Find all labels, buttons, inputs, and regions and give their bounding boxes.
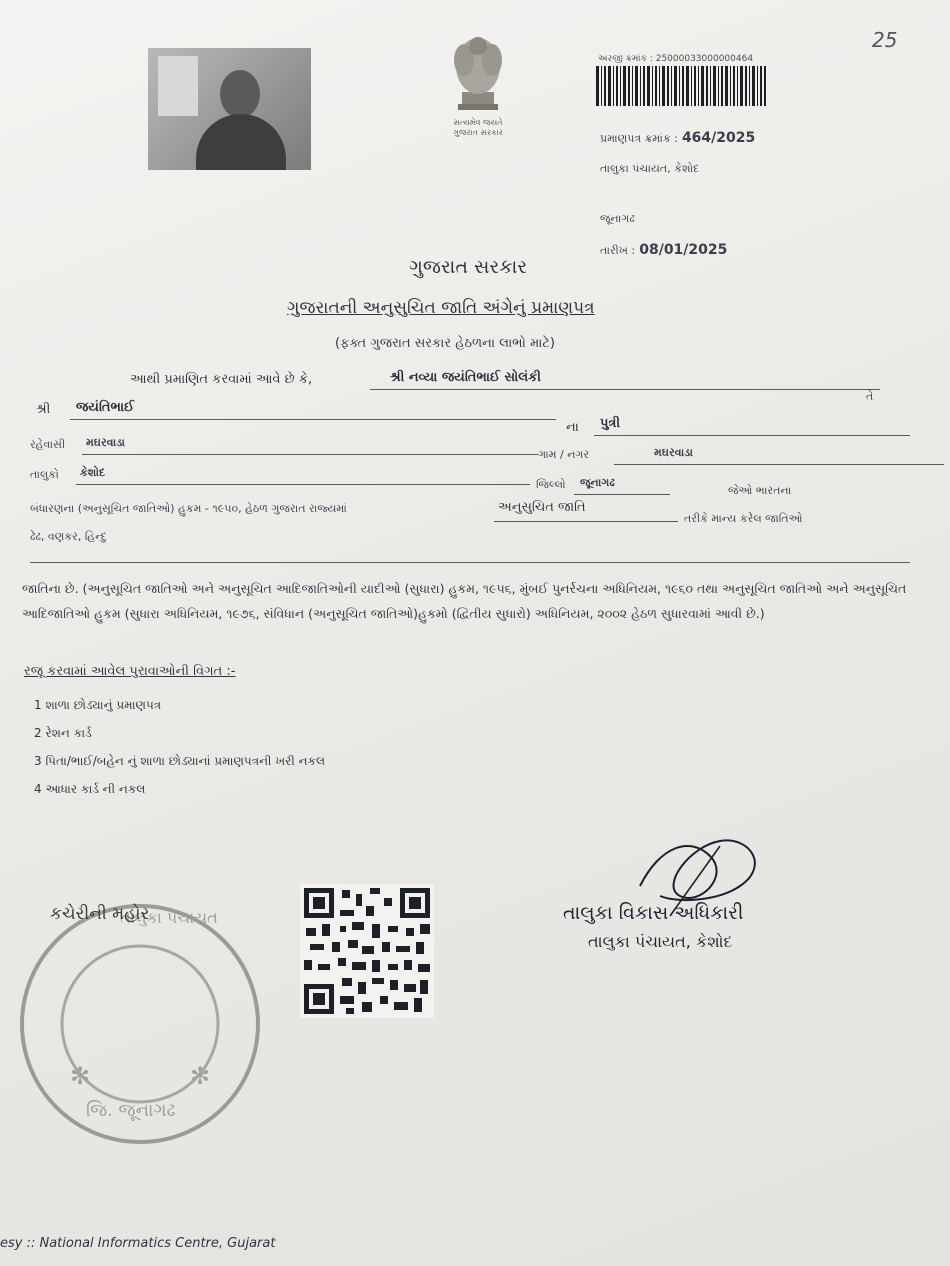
resident-label: રહેવાસી [30,438,66,451]
application-number-label: અરજી ક્રમાંક : [598,54,653,64]
barcode [596,66,766,106]
district-value: જૂનાગઢ [574,476,670,495]
application-number-value: 25000033000000464 [655,54,754,64]
caste-value: ઢેઢ, વણકર, હિન્દુ [30,530,910,563]
government-title: ગુજરાત સરકાર [409,256,528,278]
relation: પુત્રી [594,416,910,436]
issue-date [600,242,727,258]
candidate-name: શ્રી નવ્યા જયંતિભાઈ સોલંકી [370,370,880,390]
order-text: બંધારણના (અનુસૂચિત જાતિઓ) હુકમ - ૧૯૫૦, હેઠળ ગુજરાત રાજ્યમાં [30,502,347,515]
resident-value: મઘરવાડા [82,436,538,455]
certificate-title: ગુજરાતની અનુસુચિત જાતિ અંગેનું પ્રમાણપત્ર [287,298,595,318]
certificate-note: (ફક્ત ગુજરાત સરકાર હેઠળના લાભો માટે) [335,336,555,351]
evidence-item: 4 આધાર કાર્ડ ની નકલ [34,782,146,796]
stamp-text-top: તાલુકા પંચાયત [120,908,218,927]
district-label: જિલ્લો [536,478,566,491]
evidence-heading: રજૂ કરવામાં આવેલ પુરાવાઓની વિગત :- [24,664,236,679]
national-emblem-icon [432,30,524,136]
office-line: તાલુકા પંચાયત, કેશોદ [600,162,700,175]
evidence-item: 2 રેશન કાર્ડ [34,726,92,740]
stamp-text-bottom: જિ. જૂનાગઢ [86,1100,176,1121]
svg-text:✻: ✻ [190,1062,211,1090]
evidence-item: 1 શાળા છોડ્યાનું પ્રમાણપત્ર [34,698,162,712]
issue-date-value: 08/01/2025 [639,242,728,258]
certificate-number-label: પ્રમાણપત્ર ક્રમાંક : [600,132,678,145]
page-number: 25 [872,28,898,52]
shri-prefix: શ્રી [36,402,51,417]
recognised-text: તરીકે માન્ય કરેલ જાતિઓ [684,512,803,525]
svg-text:✻: ✻ [70,1062,91,1090]
emblem-caption-1: સત્યમેવ જયતે [453,118,503,127]
taluka-label: તાલુકો [30,468,59,481]
qr-code [300,884,434,1018]
category-value: અનુસુચિત જાતિ [494,500,678,522]
stamp-label: કચેરીની મહોર [50,904,150,924]
issue-date-label: તારીખ : [600,244,636,257]
officer-office: તાલુકા પંચાયત, કેશોદ [588,932,733,951]
village-label: ગામ / નગર [538,448,590,461]
te-text: તે [866,390,874,403]
emblem-caption-2: ગુજરાત સરકાર [453,128,503,137]
applicant-photo [148,48,311,170]
na-text: ના [566,420,579,435]
certificate-number [600,130,755,146]
evidence-item: 3 પિતા/ભાઈ/બહેન નું શાળા છોડ્યાનાં પ્રમાણપત્રની ખરી નકલ [34,754,326,768]
footer-credit: esy :: National Informatics Centre, Gujarat [0,1236,276,1251]
legal-paragraph: જાતિના છે. (અનુસૂચિત જાતિઓ અને અનુસૂચિત આદિજાતિઓની યાદીઓ (સુધારા) હુકમ, ૧૯૫૬, મુંબઈ પુનર્રચના અધિનિયમ, ૧૯૬૦ તથા અનુસૂચિત જાતિઓ અને અનુસૂચિત આદિજાતિઓ હુકમ (સુધારા અધિનિયમ, ૧૯૭૬, સંવિધાન (અનુસૂચિત જાતિઓ)હુકમો (દ્વિતીય સુધારો) અધિનિયમ, ૨૦૦૨ હેઠળ સુધારવામાં આવી છે.) [22,581,907,621]
who-text: જેઓ ભારતના [728,484,792,497]
officer-title: તાલુકા વિકાસ અધિકારી [563,902,744,924]
taluka-value: કેશોદ [76,466,530,485]
certify-text: આથી પ્રમાણિત કરવામાં આવે છે કે, [130,372,313,387]
village-value: મઘરવાડા [614,446,944,465]
parent-name: જયંતિભાઈ [70,400,556,420]
certificate-number-value: 464/2025 [681,130,756,146]
application-number [598,54,753,64]
header-district: જૂનાગઢ [600,212,635,225]
